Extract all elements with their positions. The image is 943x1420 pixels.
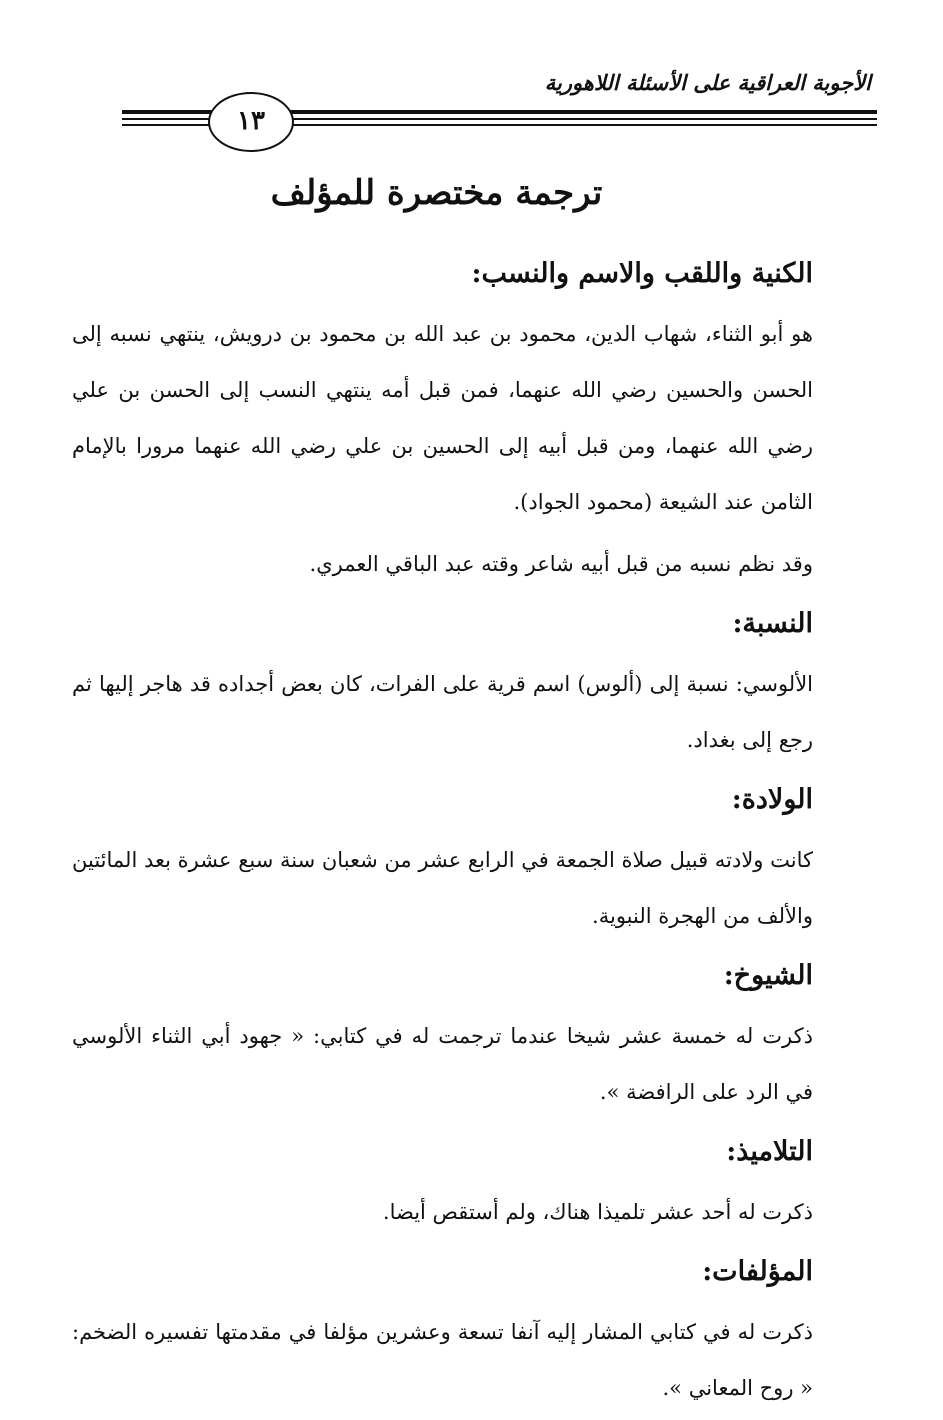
section-heading: الكنية واللقب والاسم والنسب:: [471, 258, 813, 289]
section-teachers: [72, 948, 871, 1120]
paragraph: هو أبو الثناء، شهاب الدين، محمود بن عبد الله بن محمود بن درويش، ينتهي نسبه إلى الحسن والحسين رضي الله عنهما، فمن قبل أمه ينتهي النسب إلى الحسن بن علي رضي الله عنهما، ومن قبل أبيه إلى الحسين بن علي رضي الله عنهما مرورا بالإمام الثامن عند الشيعة (محمود الجواد).: [72, 322, 813, 514]
page-title: ترجمة مختصرة للمؤلف: [270, 173, 603, 213]
section-heading: الشيوخ:: [723, 960, 813, 991]
paragraph: وقد نظم نسبه من قبل أبيه شاعر وقته عبد الباقي العمري.: [309, 552, 813, 576]
page-number: ١٣: [208, 92, 294, 152]
section-nisba: [72, 596, 871, 768]
section-birth: [72, 772, 871, 944]
running-header: الأجوبة العراقية على الأسئلة اللاهورية: [544, 70, 871, 95]
paragraph: الألوسي: نسبة إلى (ألوس) اسم قرية على الفرات، كان بعض أجداده قد هاجر إليها ثم رجع إلى بغداد.: [72, 672, 813, 752]
paragraph: ذكرت له أحد عشر تلميذا هناك، ولم أستقص أيضا.: [382, 1200, 813, 1224]
paragraph: ذكرت له في كتابي المشار إليه آنفا تسعة وعشرين مؤلفا في مقدمتها تفسيره الضخم: « روح المعاني ».: [72, 1320, 813, 1400]
section-works: [72, 1244, 871, 1416]
paragraph: ذكرت له خمسة عشر شيخا عندما ترجمت له في كتابي: « جهود أبي الثناء الألوسي في الرد على الرافضة ».: [72, 1024, 813, 1104]
section-heading: الولادة:: [731, 784, 813, 815]
section-heading: التلاميذ:: [726, 1136, 813, 1167]
section-heading: النسبة:: [732, 608, 813, 639]
paragraph: كانت ولادته قبيل صلاة الجمعة في الرابع عشر من شعبان سنة سبع عشرة بعد المائتين والألف من الهجرة النبوية.: [72, 848, 813, 928]
section-students: [72, 1124, 871, 1240]
section-heading: المؤلفات:: [702, 1256, 813, 1287]
section-kunya-laqab-nasab: [72, 246, 871, 592]
page-body: [72, 246, 871, 1420]
